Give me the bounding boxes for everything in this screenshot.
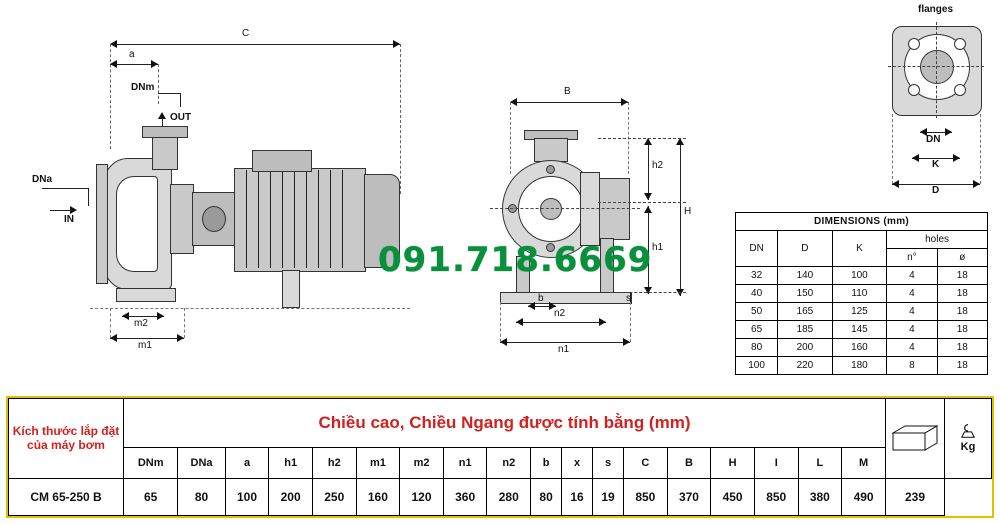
box-icon-cell [886,399,945,479]
dim-label-dn: DN [926,134,941,145]
value-m1: 160 [356,478,400,515]
bolt-hole [954,38,966,50]
label-out: OUT [170,112,192,123]
col-header-holes-dia: ø [937,249,987,267]
shaft-end [202,206,226,232]
side-view-drawing [30,8,430,368]
cell-dn: 80 [736,339,778,357]
dim-label-h2: h2 [652,160,664,171]
col-header-holes: holes [887,231,988,249]
col-dnm: DNm [124,448,178,478]
label-in: IN [64,214,74,225]
cell-k: 100 [832,267,887,285]
col-h: H [711,448,755,478]
cell-dn: 40 [736,285,778,303]
cell-k: 145 [832,321,887,339]
cell-n: 4 [887,267,937,285]
value-h: 450 [711,478,755,515]
dim-label-c: C [242,28,250,39]
table-row [736,339,988,357]
box-icon [892,425,938,451]
dim-label-n2: n2 [554,308,566,319]
value-i: 850 [754,478,798,515]
cell-d: 220 [778,357,833,375]
flange-bore [920,50,954,84]
col-dna: DNa [178,448,225,478]
flange-bolt [546,165,555,174]
model-name: CM 65-250 B [9,478,124,515]
dimensions-table [735,212,988,375]
dim-label-k: K [932,159,940,170]
base-plate [500,292,632,304]
col-header-dn: DN [736,231,778,267]
label-dna: DNa [32,174,53,185]
cell-dn: 65 [736,321,778,339]
dim-label-h1: h1 [652,242,664,253]
table-row [736,267,988,285]
motor-foot [282,270,300,308]
value-c: 850 [624,478,668,515]
col-c: C [624,448,668,478]
value-b: 80 [531,478,562,515]
col-m1: m1 [356,448,400,478]
pump-base [116,288,176,302]
flanges-title: flanges [918,4,954,15]
value-bb: 370 [667,478,711,515]
discharge-flange [142,126,188,138]
bolt-hole [908,84,920,96]
casing-inner [116,176,158,272]
dim-label-m2: m2 [134,318,148,329]
col-header-k: K [832,231,887,267]
value-a: 100 [225,478,269,515]
value-s: 19 [593,478,624,515]
value-l: 380 [798,478,842,515]
cell-k: 110 [832,285,887,303]
cell-n: 8 [887,357,937,375]
cell-k: 180 [832,357,887,375]
cell-n: 4 [887,321,937,339]
col-header-holes-n: n° [887,249,937,267]
col-n2: n2 [487,448,531,478]
bolt-hole [908,38,920,50]
front-view-drawing [480,60,710,370]
cell-n: 4 [887,303,937,321]
col-s: s [593,448,624,478]
value-h2: 250 [312,478,356,515]
bolt-hole [954,84,966,96]
motor-fins [238,170,360,268]
table-row [736,321,988,339]
value-weight: 239 [886,478,945,515]
col-h1: h1 [269,448,313,478]
col-n1: n1 [443,448,487,478]
value-n1: 360 [443,478,487,515]
col-header-d: D [778,231,833,267]
table-row [736,357,988,375]
dim-label-b: b [538,293,544,304]
table-main-title: Chiều cao, Chiều Ngang được tính bằng (mm) [124,399,886,448]
cell-dia: 18 [937,303,987,321]
cell-n: 4 [887,285,937,303]
dimensions-title: DIMENSIONS (mm) [736,213,988,231]
table-row [736,303,988,321]
col-x: x [562,448,593,478]
suction-flange [96,164,108,284]
value-n2: 280 [487,478,531,515]
discharge-neck [152,134,178,170]
dim-label-m1: m1 [138,340,152,351]
cell-dn: 100 [736,357,778,375]
impeller-hub [540,198,562,220]
label-dnm: DNm [131,82,155,93]
weight-icon-cell [945,399,992,479]
col-i: I [754,448,798,478]
cell-dn: 32 [736,267,778,285]
col-m2: m2 [400,448,444,478]
col-bb: B [667,448,711,478]
hook-icon [946,423,990,441]
installation-table-wrapper [6,396,994,518]
bearing-bracket [170,184,194,254]
value-m2: 120 [400,478,444,515]
col-b: b [531,448,562,478]
cell-dia: 18 [937,339,987,357]
table-row [736,285,988,303]
col-a: a [225,448,269,478]
dim-label-s: s [626,293,631,304]
dim-label-d: D [932,185,940,196]
flange-detail-drawing [860,2,1000,202]
value-dna: 80 [178,478,225,515]
weight-unit-label: Kg [960,441,976,454]
cell-d: 165 [778,303,833,321]
motor-adapter [598,178,630,240]
cell-k: 125 [832,303,887,321]
top-neck [534,138,568,162]
dim-label-a: a [129,49,135,60]
value-dnm: 65 [124,478,178,515]
cell-dn: 50 [736,303,778,321]
value-m: 490 [842,478,886,515]
value-h1: 200 [269,478,313,515]
cell-dia: 18 [937,285,987,303]
cell-d: 150 [778,285,833,303]
rear-casing [580,172,600,246]
cell-d: 185 [778,321,833,339]
cell-d: 200 [778,339,833,357]
dim-label-h: H [684,206,692,217]
installation-table [8,398,992,516]
col-l: L [798,448,842,478]
terminal-box [252,150,312,172]
dim-label-b-top: B [564,86,571,97]
watermark-phone: 091.718.6669 [378,240,653,280]
cell-k: 160 [832,339,887,357]
corner-header: Kích thước lắp đặt của máy bơm [9,399,124,479]
cell-n: 4 [887,339,937,357]
value-x: 16 [562,478,593,515]
cell-d: 140 [778,267,833,285]
cell-dia: 18 [937,357,987,375]
cell-dia: 18 [937,267,987,285]
cell-dia: 18 [937,321,987,339]
col-m: M [842,448,886,478]
dim-label-n1: n1 [558,344,570,355]
col-h2: h2 [312,448,356,478]
